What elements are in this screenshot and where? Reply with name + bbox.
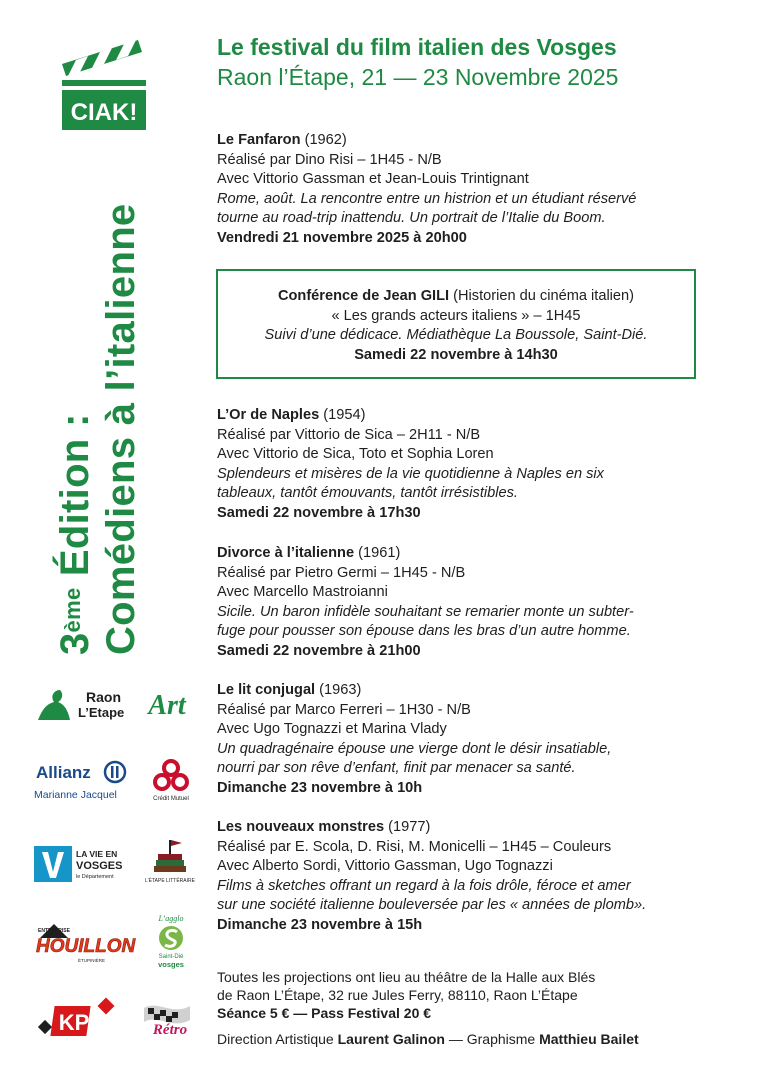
allianz-agent: Marianne Jacquel bbox=[34, 789, 117, 801]
film-cast: Avec Ugo Tognazzi et Marina Vlady bbox=[217, 721, 447, 737]
logo-text: CIAK! bbox=[70, 99, 138, 126]
film-screening-time: Vendredi 21 novembre 2025 à 20h00 bbox=[217, 229, 467, 246]
conference-details: Suivi d’une dédicace. Médiathèque La Boussole, Saint-Dié. bbox=[264, 327, 648, 343]
agglo-logo bbox=[146, 912, 196, 970]
festival-title: Le festival du film italien des Vosges bbox=[217, 34, 617, 60]
credits bbox=[217, 1030, 737, 1048]
venue-info bbox=[217, 968, 737, 1022]
agglo-text-1: L’agglo bbox=[158, 914, 184, 923]
film-director: Réalisé par Dino Risi – 1H45 - N/B bbox=[217, 151, 442, 168]
credits-prefix: Direction Artistique bbox=[217, 1031, 334, 1047]
credit-mutuel-emblem-icon bbox=[155, 761, 187, 789]
film-screening-time: Samedi 22 novembre à 21h00 bbox=[217, 642, 421, 659]
kp-text: KP bbox=[58, 1010, 90, 1035]
film-screening-time: Dimanche 23 novembre à 10h bbox=[217, 779, 423, 796]
kp-logo bbox=[34, 996, 124, 1044]
vosges-text-1: LA VIE EN bbox=[76, 849, 118, 859]
books-icon bbox=[154, 840, 186, 872]
film-block bbox=[217, 681, 717, 798]
houillon-top-text: ENTREPRISE bbox=[38, 928, 70, 934]
film-heading bbox=[217, 818, 747, 838]
film-synopsis: nourri par son rêve d’enfant, finit par menacer sa santé. bbox=[217, 760, 576, 776]
artistic-director: Laurent Galinon bbox=[337, 1031, 445, 1047]
film-heading bbox=[217, 544, 717, 564]
film-year: (1961) bbox=[358, 545, 401, 561]
vertical-title bbox=[52, 204, 144, 655]
vosges-text-3: le Département bbox=[76, 874, 114, 880]
film-block bbox=[217, 544, 717, 661]
film-cast: Avec Vittorio de Sica, Toto et Sophia Loren bbox=[217, 446, 494, 462]
conference-note: (Historien du cinéma italien) bbox=[453, 288, 635, 304]
art-text: Art bbox=[148, 690, 186, 721]
agglo-text-2: Saint-Dié bbox=[158, 954, 184, 960]
edition-line bbox=[52, 204, 98, 655]
film-year: (1963) bbox=[319, 682, 362, 698]
film-director: Réalisé par Marco Ferreri – 1H30 - N/B bbox=[217, 701, 471, 718]
film-title: Le Fanfaron bbox=[217, 132, 301, 148]
film-title: L’Or de Naples bbox=[217, 407, 320, 423]
film-block bbox=[217, 406, 717, 523]
film-synopsis: fuge pour pousser son épouse dans les bras d’un autre homme. bbox=[217, 623, 631, 639]
etape-litteraire-logo bbox=[140, 834, 200, 888]
art-logo bbox=[142, 684, 192, 724]
allianz-text: Allianz bbox=[36, 763, 91, 782]
credits-mid: — Graphisme bbox=[448, 1031, 536, 1047]
raon-text: Raon bbox=[86, 689, 121, 705]
vosges-logo bbox=[34, 844, 130, 884]
conference-box bbox=[216, 269, 696, 379]
houillon-text: HOUILLON bbox=[36, 936, 136, 957]
designer: Matthieu Bailet bbox=[539, 1031, 639, 1047]
venue-line: Toutes les projections ont lieu au théâtre de la Halle aux Blés bbox=[217, 969, 596, 985]
edition-suffix: ème bbox=[60, 587, 85, 633]
theme-line: Comédiens à l’italienne bbox=[99, 203, 143, 655]
film-title: Les nouveaux monstres bbox=[217, 819, 385, 835]
film-synopsis: Sicile. Un baron infidèle souhaitant se remarier monte un subter- bbox=[217, 603, 634, 620]
film-cast: Avec Vittorio Gassman et Jean-Louis Trintignant bbox=[217, 171, 529, 187]
film-synopsis: Films à sketches offrant un regard à la fois drôle, féroce et amer bbox=[217, 877, 631, 894]
film-screening-time: Dimanche 23 novembre à 15h bbox=[217, 916, 423, 933]
film-heading bbox=[217, 681, 717, 701]
festival-subtitle: Raon l’Étape, 21 — 23 Novembre 2025 bbox=[217, 64, 619, 90]
venue-address: de Raon L’Étape, 32 rue Jules Ferry, 88110, Raon L’Étape bbox=[217, 987, 578, 1003]
film-synopsis: tourne au road-trip inattendu. Un portrait de l’Italie du Boom. bbox=[217, 210, 606, 226]
ciak-logo bbox=[58, 36, 150, 132]
film-block bbox=[217, 818, 747, 935]
conference-time: Samedi 22 novembre à 14h30 bbox=[354, 346, 558, 363]
film-year: (1977) bbox=[388, 819, 431, 835]
allianz-emblem-icon bbox=[105, 762, 125, 782]
retro-logo bbox=[138, 998, 200, 1044]
film-cast: Avec Marcello Mastroianni bbox=[217, 584, 388, 600]
film-cast: Avec Alberto Sordi, Vittorio Gassman, Ugo Tognazzi bbox=[217, 858, 553, 874]
film-block bbox=[217, 131, 717, 248]
agglo-s-icon bbox=[159, 926, 183, 950]
film-heading bbox=[217, 406, 717, 426]
edition-word: Édition : bbox=[53, 413, 97, 577]
film-screening-time: Samedi 22 novembre à 17h30 bbox=[217, 504, 421, 521]
conference-topic: « Les grands acteurs italiens » – 1H45 bbox=[331, 307, 581, 324]
allianz-logo bbox=[34, 758, 130, 802]
film-heading bbox=[217, 131, 717, 151]
griffin-icon bbox=[34, 684, 130, 724]
letape-text: L’Etape bbox=[78, 705, 125, 720]
credit-mutuel-text: Crédit Mutuel bbox=[153, 796, 189, 802]
edition-number: 3 bbox=[53, 632, 97, 655]
film-year: (1954) bbox=[323, 407, 366, 423]
conference-title: Conférence de Jean GILI bbox=[277, 288, 450, 304]
film-synopsis: tableaux, tantôt émouvants, tantôt irrésistibles. bbox=[217, 485, 518, 501]
raon-letape-logo bbox=[34, 684, 130, 724]
vosges-text-2: VOSGES bbox=[76, 860, 123, 872]
film-title: Divorce à l’italienne bbox=[217, 545, 355, 561]
credit-mutuel-logo bbox=[146, 757, 196, 803]
film-synopsis: Rome, août. La rencontre entre un histrion et un étudiant réservé bbox=[217, 190, 637, 207]
film-year: (1962) bbox=[304, 132, 347, 148]
film-title: Le lit conjugal bbox=[217, 682, 316, 698]
film-synopsis: Splendeurs et misères de la vie quotidienne à Naples en six bbox=[217, 465, 604, 482]
header bbox=[217, 32, 737, 92]
retro-text: Rétro bbox=[152, 1022, 188, 1038]
houillon-bottom-text: ÉTUPINIÈRE bbox=[78, 958, 106, 963]
film-synopsis: sur une société italienne bouleversée par les « années de plomb». bbox=[217, 897, 647, 913]
houillon-logo bbox=[32, 918, 136, 966]
film-director: Réalisé par Pietro Germi – 1H45 - N/B bbox=[217, 564, 466, 581]
film-director: Réalisé par E. Scola, D. Risi, M. Monicelli – 1H45 – Couleurs bbox=[217, 838, 612, 855]
film-synopsis: Un quadragénaire épouse une vierge dont le désir insatiable, bbox=[217, 740, 612, 757]
film-director: Réalisé par Vittorio de Sica – 2H11 - N/B bbox=[217, 426, 481, 443]
prices: Séance 5 € — Pass Festival 20 € bbox=[217, 1005, 432, 1021]
conference-heading bbox=[218, 287, 694, 307]
agglo-text-3: vosges bbox=[158, 960, 184, 969]
etape-litteraire-text: L’ÉTAPE LITTÉRAIRE bbox=[145, 878, 195, 884]
checkered-flag-icon bbox=[144, 1006, 190, 1024]
